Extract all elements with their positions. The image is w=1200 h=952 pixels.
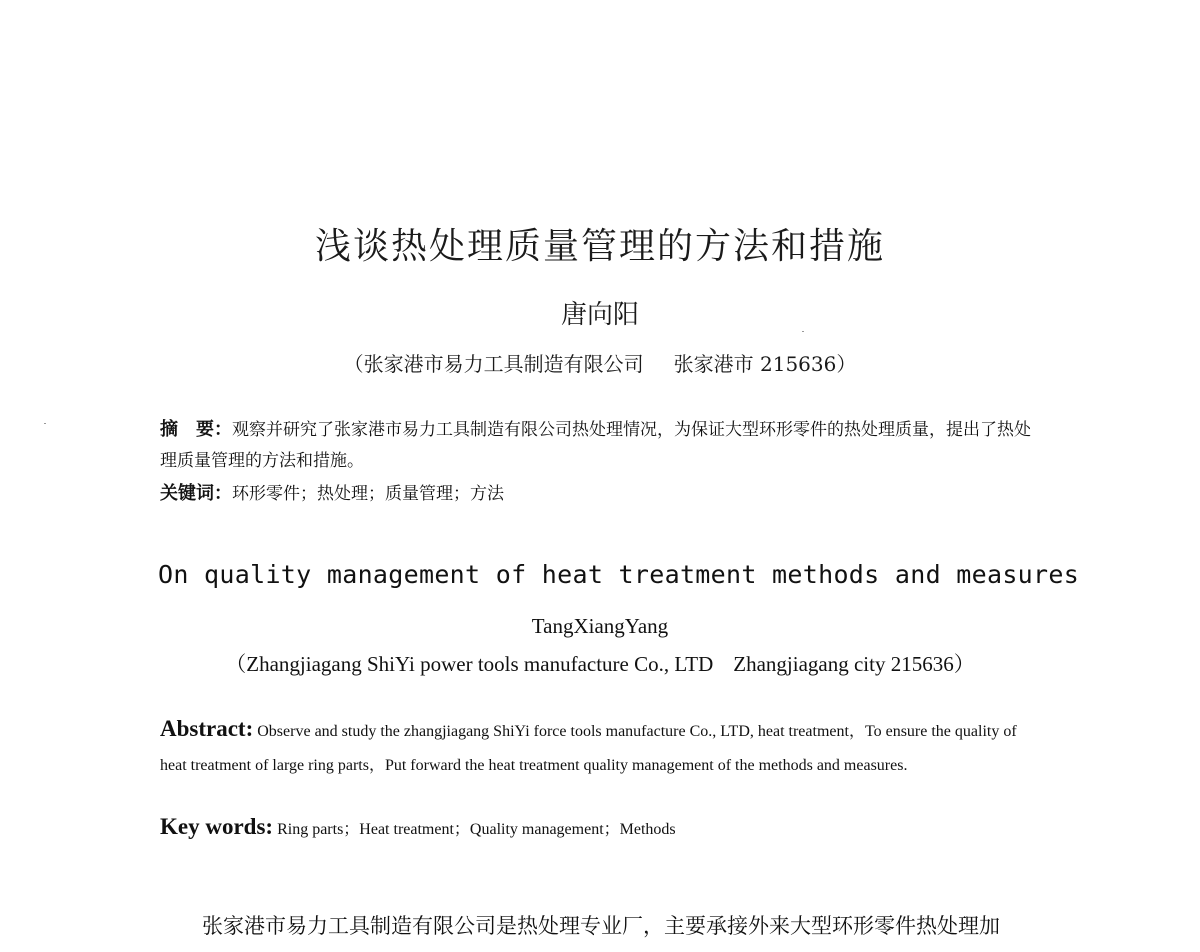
keywords-label-en: Key words: [160, 814, 274, 839]
affiliation-company-en: （Zhangjiagang ShiYi power tools manufacture Co., LTD [225, 652, 714, 676]
abstract-text-en: Observe and study the zhangjiagang ShiYi force tools manufacture Co., LTD, heat treatment，To ensure the quality of heat treatment of large ring parts，Put forward the heat treatment quality management of the methods and measures. [160, 723, 1017, 774]
keywords-text-en: Ring parts；Heat treatment；Quality management；Methods [277, 821, 676, 838]
keywords-text-cn: 环形零件；热处理；质量管理；方法 [232, 484, 504, 504]
affiliation-company-cn: （张家港市易力工具制造有限公司 [343, 352, 644, 376]
affiliation-cn [0, 348, 1200, 377]
body-paragraph-cn: 张家港市易力工具制造有限公司是热处理专业厂，主要承接外来大型环形零件热处理加 [202, 914, 1000, 938]
abstract-label-cn: 摘 要： [160, 419, 232, 440]
affiliation-city-cn: 张家港市 215636） [673, 352, 857, 376]
abstract-label-en: Abstract: [160, 716, 254, 741]
paper-title-cn: 浅谈热处理质量管理的方法和措施 [314, 226, 885, 267]
keywords-cn [160, 480, 1040, 508]
author-name-en: TangXiangYang [531, 614, 669, 638]
author-name-cn: 唐向阳 [560, 300, 639, 330]
scan-speck [802, 331, 804, 332]
keywords-en [160, 812, 1040, 845]
paper-title-en: On quality management of heat treatment methods and measures [158, 560, 1080, 589]
abstract-en [160, 712, 1040, 783]
abstract-cn [160, 414, 1040, 477]
affiliation-city-en: Zhangjiagang city 215636） [733, 652, 975, 676]
affiliation-en [0, 648, 1200, 678]
abstract-text-cn: 观察并研究了张家港市易力工具制造有限公司热处理情况，为保证大型环形零件的热处理质量，提出了热处理质量管理的方法和措施。 [160, 420, 1031, 471]
keywords-label-cn: 关键词： [160, 483, 232, 504]
scan-speck [44, 423, 46, 424]
